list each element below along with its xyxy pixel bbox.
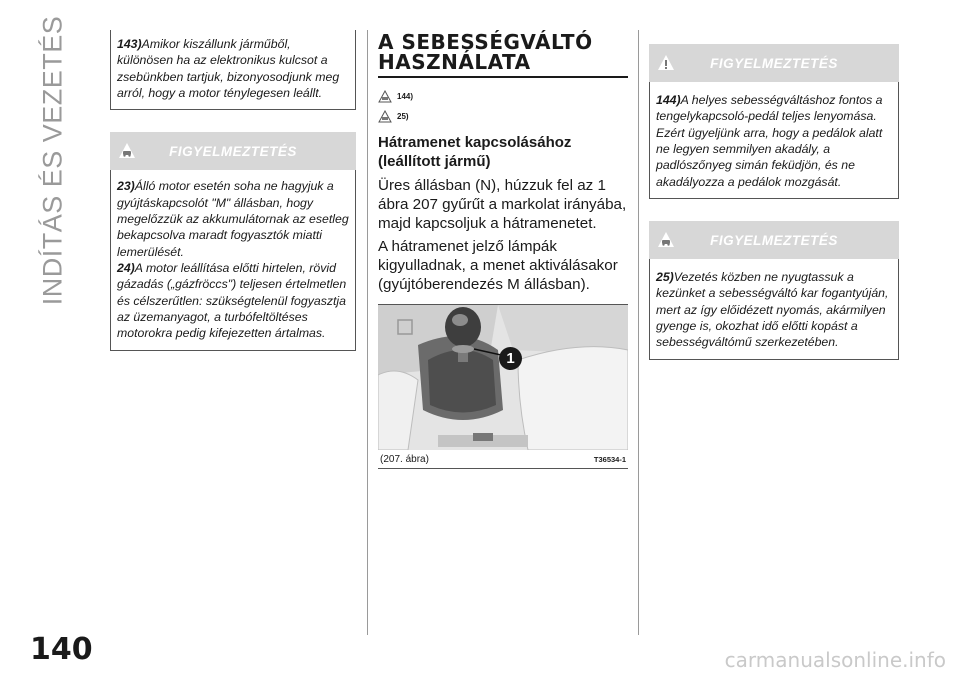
- reference-144: [378, 86, 628, 106]
- warning-notes-23-24: [110, 170, 356, 350]
- paragraph-1: Üres állásban (N), húzzuk fel az 1 ábra 207 gyűrűt a markolat irányába, majd kapcsoljuk a hátramenetet.: [378, 176, 627, 232]
- gear-lever-illustration: [378, 305, 628, 450]
- column-left: [110, 30, 356, 351]
- figure-code: T36534-1: [593, 454, 626, 464]
- car-warning-icon: [657, 231, 675, 248]
- column-divider-2: [638, 30, 639, 635]
- warning-triangle-icon: [378, 90, 392, 103]
- warning-header-2: [649, 221, 899, 259]
- note-text: Vezetés közben ne nyugtassuk a kezünket a sebességváltó kar fogantyúján, mert az így előidézett nyomás, akármilyen gyenge is, okozhat idő előtti kopást a sebességváltómű szerkezetében.: [656, 270, 889, 350]
- note-number: 24): [117, 261, 135, 276]
- paragraph-2: A hátramenet jelző lámpák kigyulladnak, a menet aktiválásakor (gyújtóberendezés M állásban).: [378, 237, 618, 294]
- warning-title: FIGYELMEZTETÉS: [710, 55, 838, 71]
- figure-caption-row: [378, 450, 628, 468]
- figure-caption: (207. ábra): [380, 453, 429, 465]
- note-number: 143): [117, 37, 142, 51]
- reference-25: [378, 106, 628, 126]
- reference-label: 144): [397, 91, 414, 101]
- note-24: [117, 260, 349, 342]
- section-title-text: INDÍTÁS ÉS VEZETÉS: [37, 15, 68, 305]
- note-text: Amikor kiszállunk járműből, különösen ha az elektronikus kulcsot a zsebünkben tartjuk, bizonyosodjunk meg arról, hogy a motor ténylegesen leállt.: [117, 37, 340, 101]
- reference-label: 25): [397, 111, 409, 121]
- column-divider-1: [367, 30, 368, 635]
- note-text: A motor leállítása előtti hirtelen, rövid gázadás („gázfröccs") teljesen értelmetlen és célszerűtlen: szükségtelenül fogyasztja az üzemanyagot, a turbófeltöltéses motorokra pedig kifejezetten ártalmas.: [117, 261, 347, 341]
- note-number: 23): [117, 179, 135, 194]
- warning-triangle-icon: [378, 110, 392, 123]
- sub-heading-line-2: (leállított jármű): [378, 152, 491, 170]
- note-143: [110, 30, 356, 110]
- section-heading: [378, 32, 628, 78]
- column-middle: [378, 30, 628, 469]
- note-23: [117, 178, 349, 260]
- note-text: Álló motor esetén soha ne hagyjuk a gyújtáskapcsolót "M" állásban, hogy megelőzzük az akkumulátornak az esetleg bekapcsolva maradt fogyasztók miatti lemerülését.: [117, 179, 349, 259]
- heading-line-1: A SEBESSÉGVÁLTÓ: [378, 30, 593, 54]
- warning-title: FIGYELMEZTETÉS: [710, 232, 838, 248]
- heading-line-2: HASZNÁLATA: [378, 50, 531, 74]
- note-25: [649, 259, 899, 360]
- figure-207: [378, 304, 628, 469]
- column-right: [649, 30, 899, 360]
- note-number: 144): [656, 93, 681, 107]
- warning-triangle-icon: [657, 54, 675, 71]
- watermark: carmanualsonline.info: [724, 648, 946, 672]
- sub-heading-line-1: Hátramenet kapcsolásához: [378, 134, 572, 151]
- gear-lever-drawing: [378, 305, 628, 450]
- callout-1-badge: 1: [499, 347, 522, 370]
- sub-heading: [378, 134, 628, 172]
- note-text: A helyes sebességváltáshoz fontos a tengelykapcsoló-pedál teljes lenyomása. Ezért ügyeljünk arra, hogy a pedálok alatt ne legyen semmilyen akadály, a padlószőnyeg simán feküdjön, és ne akadályozza a pedálok mozgását.: [656, 93, 883, 189]
- car-warning-icon: [118, 142, 136, 159]
- note-number: 25): [656, 270, 674, 285]
- section-title-vertical: [28, 15, 78, 305]
- warning-header: [110, 132, 356, 170]
- warning-header-1: [649, 44, 899, 82]
- note-144: [649, 82, 899, 199]
- warning-title: FIGYELMEZTETÉS: [169, 143, 297, 159]
- page-number: 140: [30, 632, 93, 667]
